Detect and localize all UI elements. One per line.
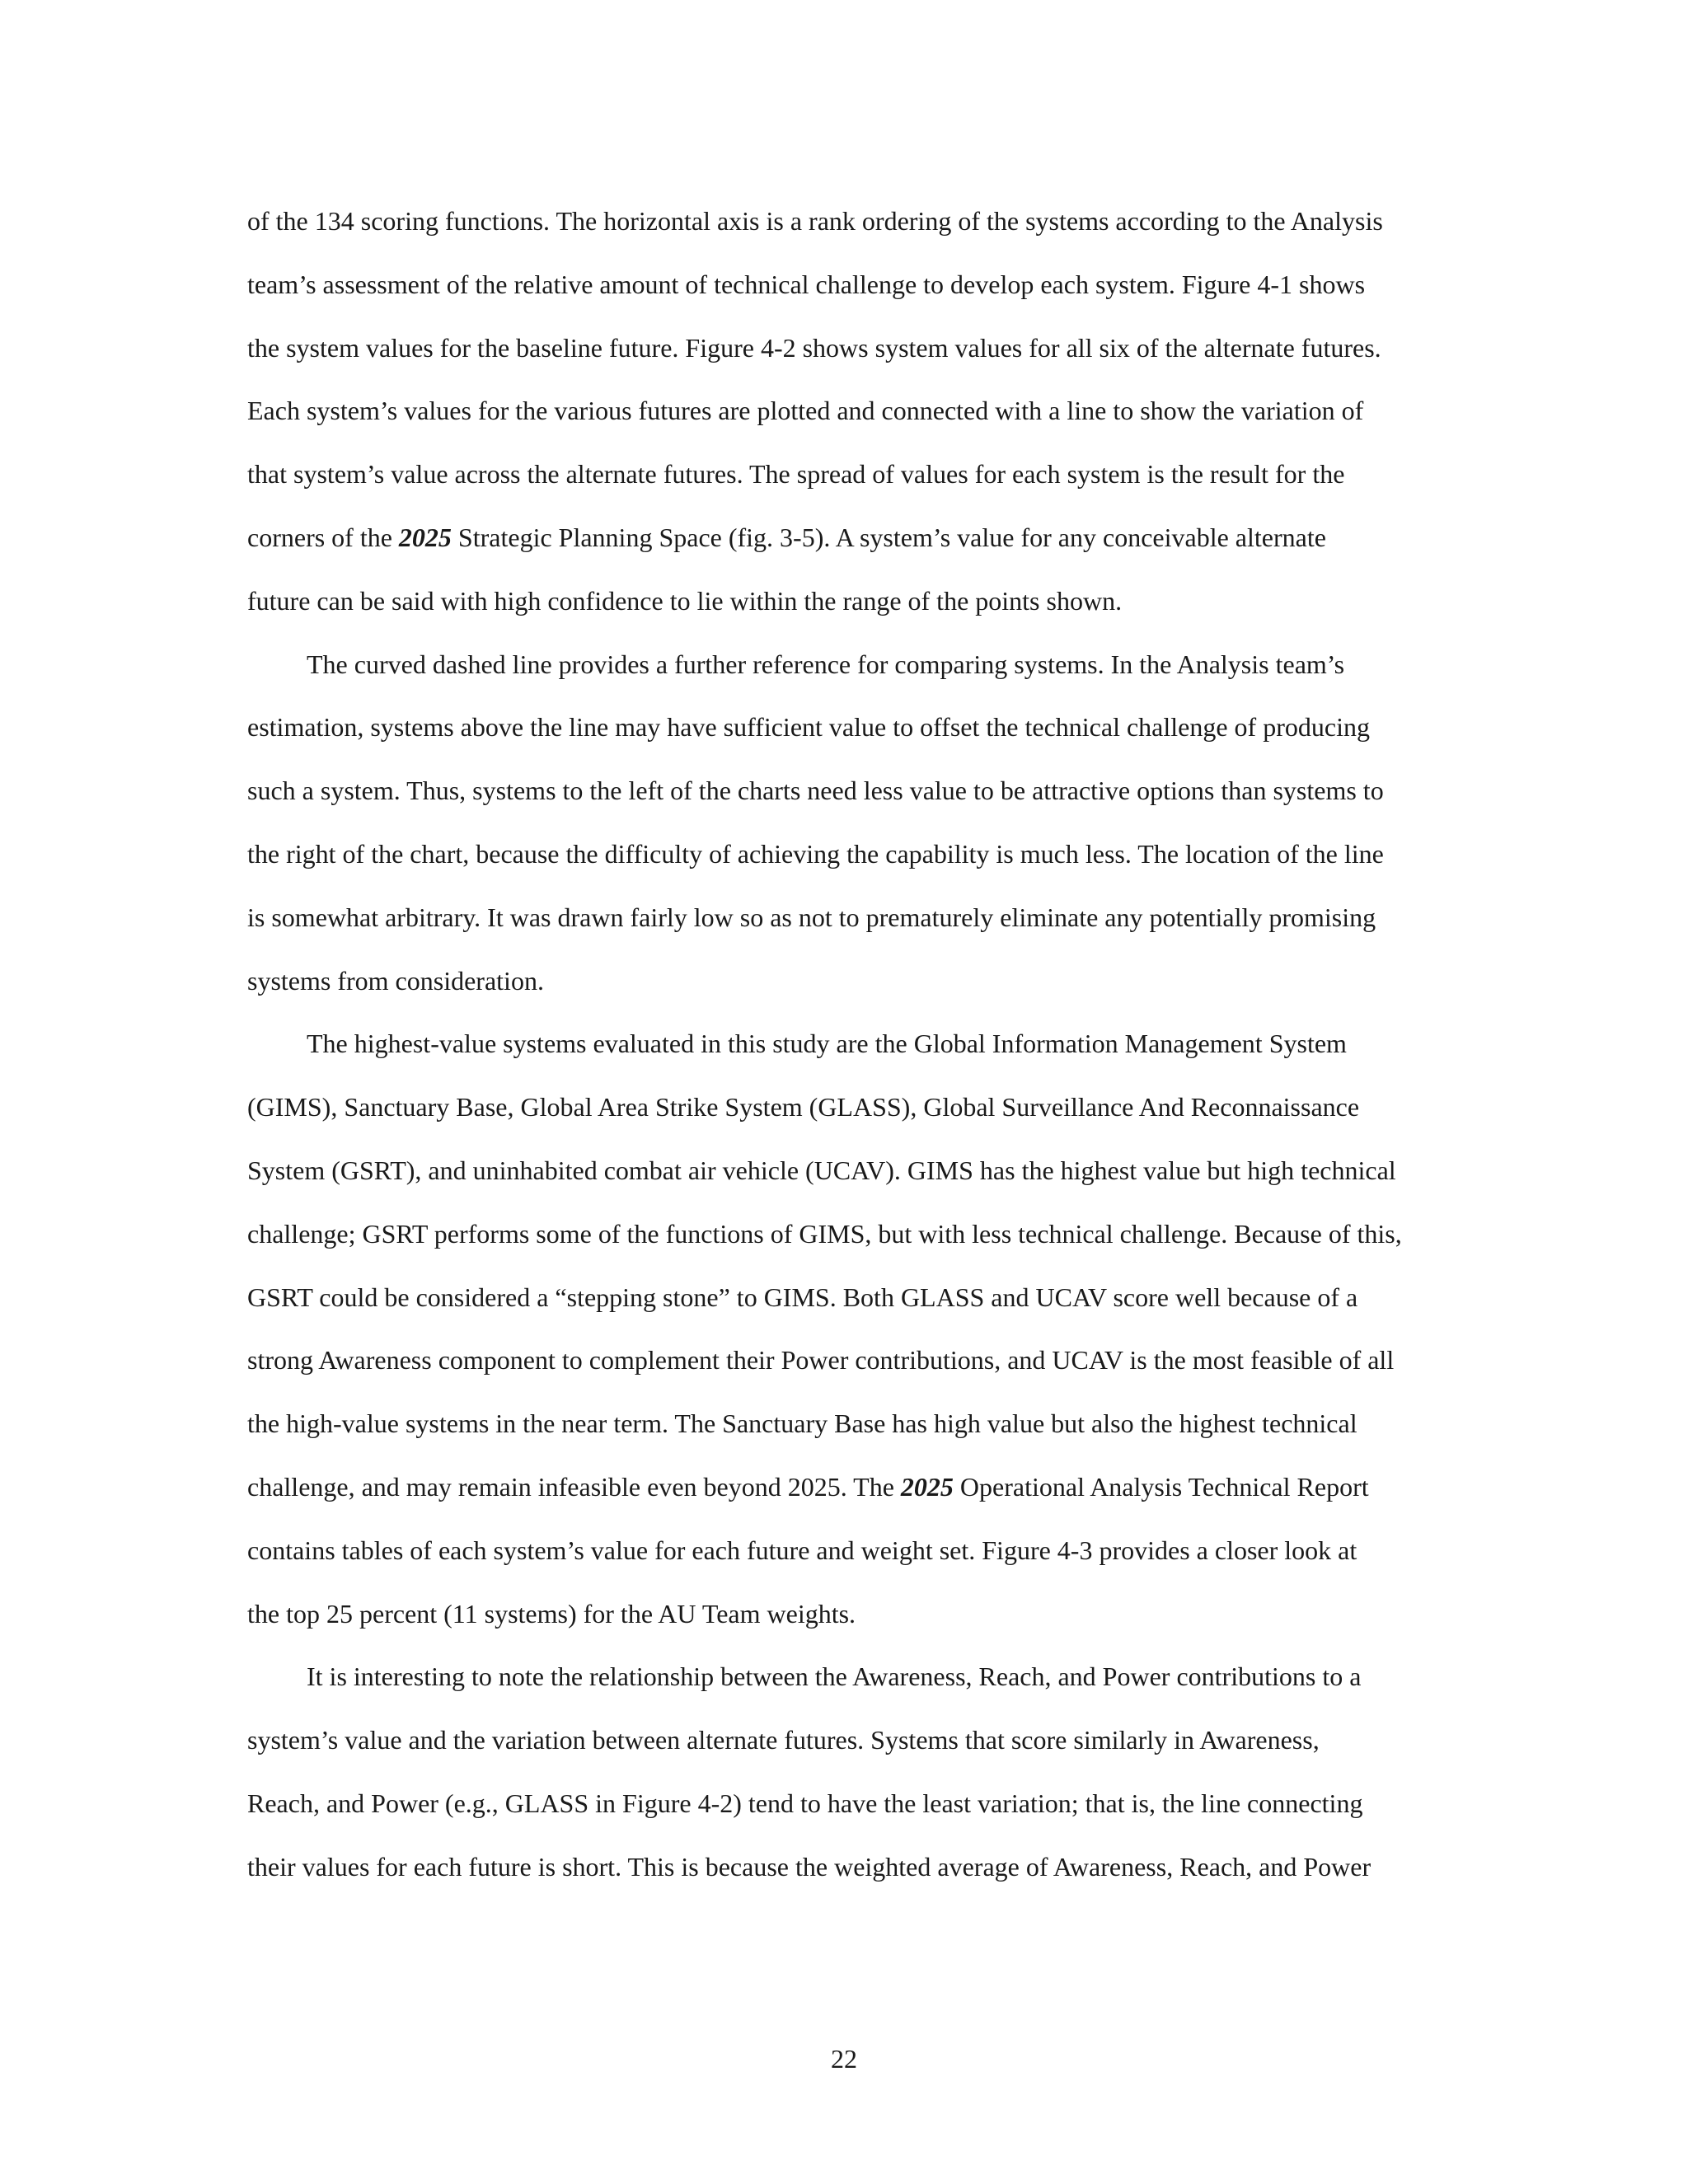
text-line xyxy=(247,253,1451,316)
text-segment: systems from consideration. xyxy=(247,965,544,996)
text-line xyxy=(247,443,1451,506)
text-segment: their values for each future is short. This is because the weighted average of Awareness, Reach, and Power xyxy=(247,1851,1372,1882)
text-line xyxy=(247,1519,1451,1582)
text-segment: such a system. Thus, systems to the left of the charts need less value to be attractive options than systems to xyxy=(247,776,1384,806)
text-line xyxy=(247,1835,1451,1899)
text-segment: of the 134 scoring functions. The horizontal axis is a rank ordering of the systems according to the Analysis xyxy=(247,206,1383,236)
text-segment: corners of the xyxy=(247,522,399,552)
body-text xyxy=(247,190,1451,1899)
text-segment: is somewhat arbitrary. It was drawn fairly low so as not to prematurely eliminate any potentially promising xyxy=(247,902,1376,932)
text-line xyxy=(247,759,1451,823)
text-line xyxy=(247,1392,1451,1455)
text-segment: estimation, systems above the line may have sufficient value to offset the technical challenge of producing xyxy=(247,712,1370,743)
text-line xyxy=(247,949,1451,1013)
text-segment: the right of the chart, because the difficulty of achieving the capability is much less. The location of the line xyxy=(247,838,1384,869)
text-line xyxy=(247,1012,1451,1076)
text-segment: team’s assessment of the relative amount of technical challenge to develop each system. Figure 4-1 shows xyxy=(247,269,1366,299)
text-segment: Reach, and Power (e.g., GLASS in Figure 4-2) tend to have the least variation; that is, the line connecting xyxy=(247,1788,1363,1818)
text-line xyxy=(247,823,1451,886)
page-number: 22 xyxy=(831,2044,857,2074)
text-segment: Operational Analysis Technical Report xyxy=(953,1471,1369,1502)
text-line xyxy=(247,379,1451,443)
text-segment: the top 25 percent (11 systems) for the AU Team weights. xyxy=(247,1598,856,1629)
text-segment: GSRT could be considered a “stepping stone” to GIMS. Both GLASS and UCAV score well because of a xyxy=(247,1282,1358,1312)
text-segment: system’s value and the variation between alternate futures. Systems that score similarly in Awareness, xyxy=(247,1725,1320,1755)
text-segment: challenge, and may remain infeasible even beyond 2025. The xyxy=(247,1471,901,1502)
text-line xyxy=(247,1455,1451,1519)
text-line xyxy=(247,1708,1451,1772)
text-line xyxy=(247,506,1451,569)
text-line xyxy=(247,886,1451,949)
text-segment: strong Awareness component to complement their Power contributions, and UCAV is the most feasible of all xyxy=(247,1345,1395,1376)
emphasized-year: 2025 xyxy=(900,1471,954,1502)
text-segment: Each system’s values for the various futures are plotted and connected with a line to show the variation of xyxy=(247,396,1364,426)
text-segment: the high-value systems in the near term. The Sanctuary Base has high value but also the highest technical xyxy=(247,1408,1357,1439)
text-line xyxy=(247,696,1451,759)
text-segment: that system’s value across the alternate futures. The spread of values for each system is the result for the xyxy=(247,459,1345,490)
text-segment: The curved dashed line provides a further reference for comparing systems. In the Analysis team’s xyxy=(307,649,1345,679)
text-line xyxy=(247,1139,1451,1202)
text-segment: The highest-value systems evaluated in this study are the Global Information Management System xyxy=(307,1029,1347,1059)
text-line xyxy=(247,1329,1451,1392)
text-segment: It is interesting to note the relationship between the Awareness, Reach, and Power contributions to a xyxy=(307,1661,1362,1692)
text-line xyxy=(247,190,1451,253)
emphasized-year: 2025 xyxy=(398,522,452,552)
text-line xyxy=(247,1202,1451,1266)
text-segment: Strategic Planning Space (fig. 3-5). A system’s value for any conceivable alternate xyxy=(451,522,1326,552)
text-line xyxy=(247,633,1451,696)
text-segment: challenge; GSRT performs some of the functions of GIMS, but with less technical challenge. Because of this, xyxy=(247,1218,1402,1249)
text-line xyxy=(247,1582,1451,1646)
text-segment: System (GSRT), and uninhabited combat air vehicle (UCAV). GIMS has the highest value but high technical xyxy=(247,1155,1396,1185)
text-line xyxy=(247,316,1451,380)
text-segment: contains tables of each system’s value for each future and weight set. Figure 4-3 provides a closer look at xyxy=(247,1535,1357,1565)
text-segment: future can be said with high confidence to lie within the range of the points shown. xyxy=(247,585,1123,616)
text-segment: the system values for the baseline future. Figure 4-2 shows system values for all six of the alternate futures. xyxy=(247,332,1381,363)
text-line xyxy=(247,1076,1451,1139)
text-line xyxy=(247,1266,1451,1329)
text-line xyxy=(247,1772,1451,1835)
text-line xyxy=(247,1645,1451,1708)
text-segment: (GIMS), Sanctuary Base, Global Area Strike System (GLASS), Global Surveillance And Reconnaissance xyxy=(247,1092,1360,1122)
text-line xyxy=(247,569,1451,633)
